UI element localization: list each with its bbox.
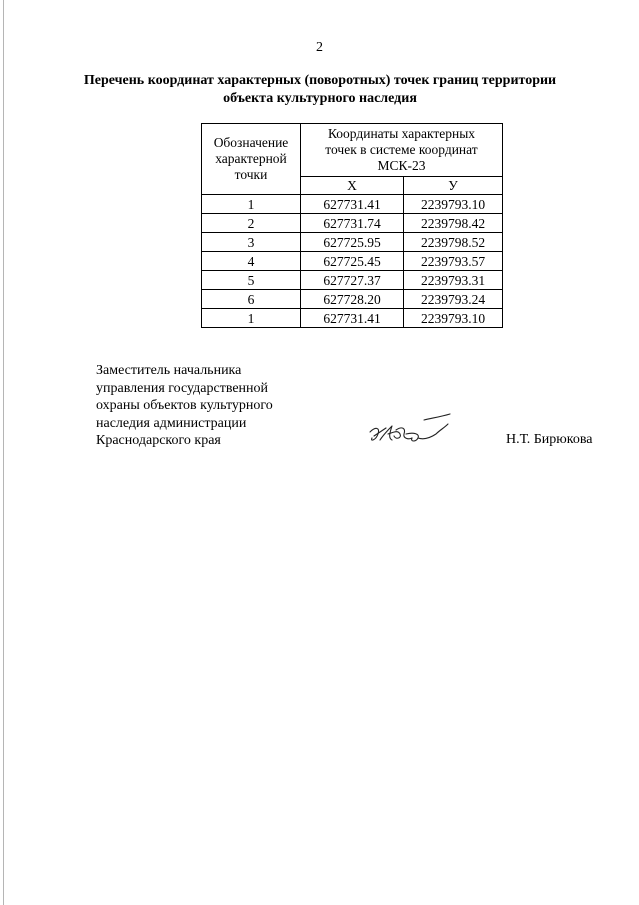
page-number: 2	[316, 40, 323, 55]
header-coordinates-line: Координаты характерных	[327, 126, 476, 141]
cell-y: 2239798.52	[404, 233, 503, 252]
cell-y: 2239793.31	[404, 271, 503, 290]
header-coordinates-line: МСК-23	[377, 158, 426, 173]
table-row	[202, 195, 503, 214]
cell-y: 2239793.24	[404, 290, 503, 309]
cell-y: 2239793.10	[404, 309, 503, 328]
cell-x: 627731.74	[301, 214, 404, 233]
cell-x: 627725.95	[301, 233, 404, 252]
handwritten-signature-icon	[366, 412, 462, 452]
document-title-line-1: Перечень координат характерных (поворотных) точек границ территории	[83, 73, 557, 88]
cell-x: 627725.45	[301, 252, 404, 271]
header-coordinates-line: точек в системе координат	[325, 142, 478, 157]
table-row	[202, 309, 503, 328]
signatory-position	[96, 362, 273, 450]
document-title	[80, 72, 560, 108]
header-point-designation	[202, 124, 301, 195]
cell-y: 2239793.10	[404, 195, 503, 214]
signatory-position-line: Заместитель начальника	[96, 363, 242, 378]
signatory-name: Н.Т. Бирюкова	[506, 432, 593, 447]
header-point-line: Обозначение	[213, 135, 289, 150]
signatory-position-line: наследия администрации	[96, 415, 247, 431]
coordinates-table	[201, 123, 503, 328]
table-row	[202, 233, 503, 252]
cell-point: 1	[202, 309, 301, 328]
cell-y: 2239798.42	[404, 214, 503, 233]
cell-point: 1	[202, 195, 301, 214]
cell-x: 627727.37	[301, 271, 404, 290]
cell-point: 2	[202, 214, 301, 233]
table-header-row	[202, 124, 503, 177]
header-x: Х	[301, 177, 404, 195]
signatory-position-line: Краснодарского края	[96, 433, 221, 449]
page-edge-line	[3, 0, 4, 905]
table-row	[202, 271, 503, 290]
cell-y: 2239793.57	[404, 252, 503, 271]
header-y: У	[404, 177, 503, 195]
table-row	[202, 252, 503, 271]
cell-point: 5	[202, 271, 301, 290]
cell-x: 627731.41	[301, 195, 404, 214]
signatory-position-line: управления государственной	[96, 380, 269, 396]
cell-x: 627728.20	[301, 290, 404, 309]
document-title-line-2: объекта культурного наследия	[223, 91, 417, 106]
cell-point: 4	[202, 252, 301, 271]
header-point-line: характерной	[215, 151, 287, 166]
table-row	[202, 214, 503, 233]
header-coordinates	[301, 124, 503, 177]
table-row	[202, 290, 503, 309]
cell-point: 6	[202, 290, 301, 309]
cell-point: 3	[202, 233, 301, 252]
header-point-line: точки	[234, 167, 268, 182]
cell-x: 627731.41	[301, 309, 404, 328]
signatory-position-line: охраны объектов культурного	[96, 398, 273, 414]
